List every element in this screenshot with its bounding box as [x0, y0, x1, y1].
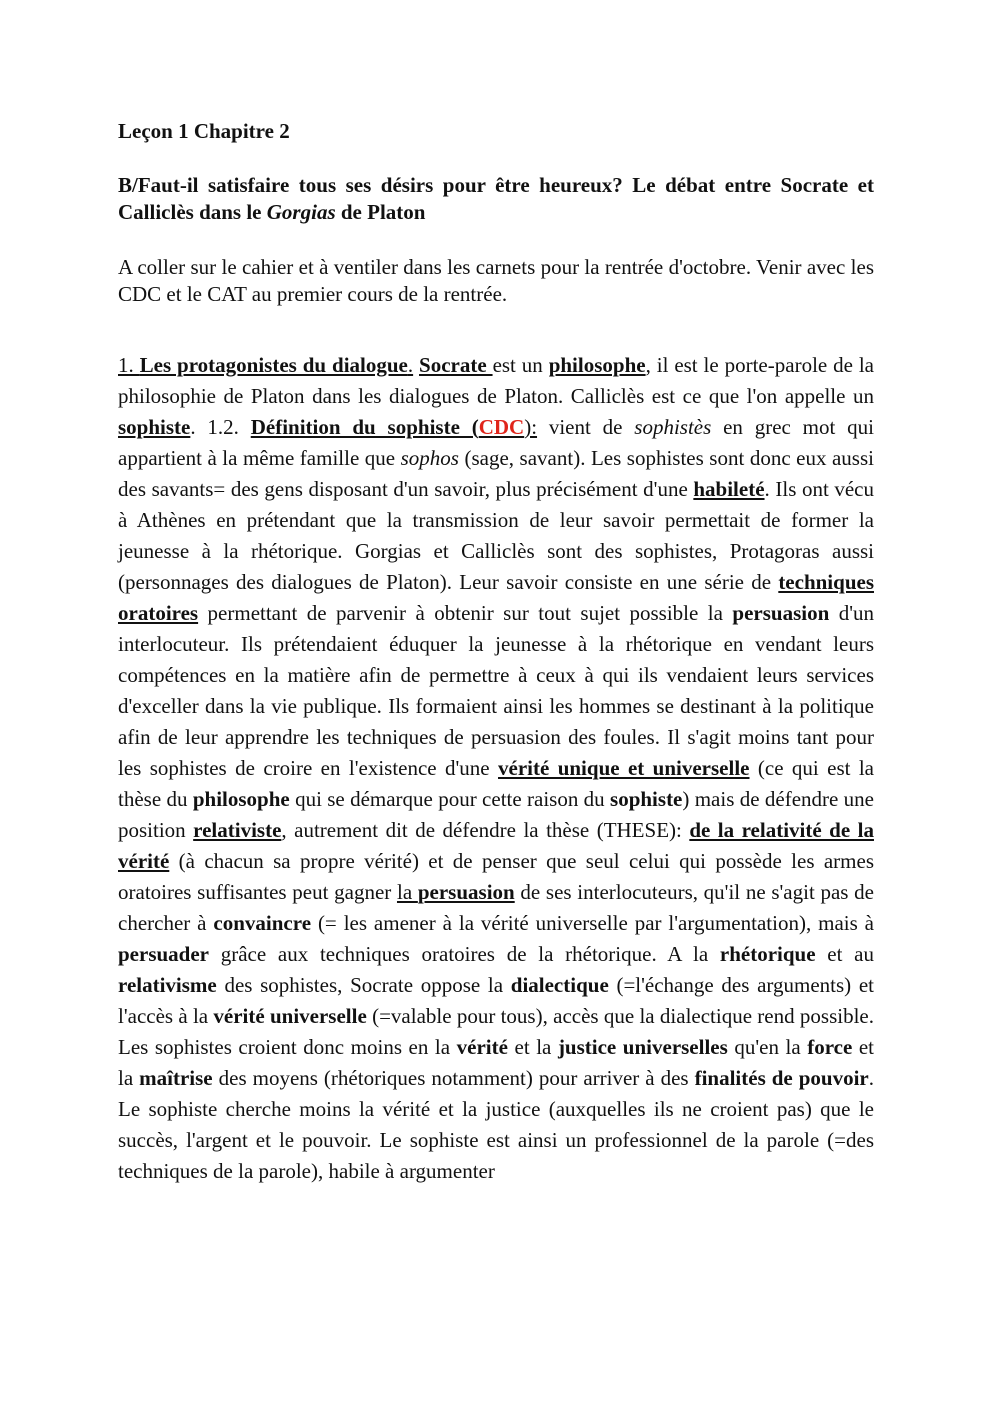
text-run: , il est le porte-parole de la philosophie de Platon dans les dialogues de Platon. Calliclès est ce que l'on appelle un [118, 353, 874, 408]
emphasized-term: sophos [400, 446, 459, 470]
emphasized-term: techniques oratoires [118, 570, 874, 625]
emphasized-term: rhétorique [719, 942, 816, 966]
text-run: permettant de parvenir à obtenir sur tout sujet possible la [198, 601, 733, 625]
emphasized-term: dialectique [510, 973, 609, 997]
emphasized-term: justice universelles [557, 1035, 728, 1059]
emphasized-term: relativiste [193, 818, 282, 842]
section-title-work-title: Gorgias [266, 200, 336, 224]
emphasized-term: sophistès [634, 415, 712, 439]
emphasized-term: la [396, 880, 418, 904]
section-title-part1: B/Faut-il satisfaire tous ses désirs pour être heureux? Le débat entre Socrate et Calliclès dans le [118, 173, 874, 224]
text-run: et au [815, 942, 875, 966]
text-run: . 1.2. [190, 415, 251, 439]
body-paragraph [118, 350, 874, 1187]
emphasized-term: ): [524, 415, 538, 439]
emphasized-term: sophiste [610, 787, 683, 811]
emphasized-term: force [807, 1035, 853, 1059]
text-run: qu'en la [727, 1035, 808, 1059]
text-run: des sophistes, Socrate oppose la [216, 973, 511, 997]
text-run: . Le sophiste cherche moins la vérité et la justice (auxquelles ils ne croient pas) que le succès, l'argent et le pouvoir. Le sophiste est ainsi un professionnel de la parole (=des techniques de la parole), habile à argumenter [118, 1066, 874, 1183]
text-run: (= les amener à la vérité universelle par l'argumentation), mais à [311, 911, 875, 935]
emphasized-term: Définition du sophiste ( [250, 415, 479, 439]
text-run: , autrement dit de défendre la thèse (THESE): [281, 818, 690, 842]
emphasized-term: vérité unique et universelle [498, 756, 750, 780]
instructions-paragraph: A coller sur le cahier et à ventiler dans les carnets pour la rentrée d'octobre. Venir avec les CDC et le CAT au premier cours de la rentrée. [118, 255, 874, 306]
section-title-part2: de Platon [335, 200, 426, 224]
emphasized-term: 1. [118, 353, 140, 377]
emphasized-term: sophiste [118, 415, 191, 439]
emphasized-term: . [407, 353, 414, 377]
emphasized-term: persuasion [417, 880, 515, 904]
text-run: d'un interlocuteur. Ils prétendaient éduquer la jeunesse à la rhétorique en vendant leurs compétences en la matière afin de permettre à ceux à qui ils vendaient leurs services d'exceller dans la vie publique. Ils formaient ainsi les hommes se destinant à la politique afin de leur apprendre les techniques de persuasion des foules. Il s'agit moins tant pour les sophistes de croire en l'existence d'une [118, 601, 874, 780]
text-run: (=l'échange des arguments) et l'accès à la [118, 973, 874, 1028]
emphasized-term: Les protagonistes du dialogue [139, 353, 408, 377]
emphasized-term: vérité [456, 1035, 508, 1059]
text-run: (sage, savant). Les sophistes sont donc eux aussi des savants= des gens disposant d'un savoir, plus précisément d'une [118, 446, 874, 501]
text-run: (ce qui est la thèse du [118, 756, 874, 811]
emphasized-term: relativisme [118, 973, 217, 997]
text-run: qui se démarque pour cette raison du [289, 787, 611, 811]
emphasized-term: CDC [478, 415, 525, 439]
emphasized-term: convaincre [213, 911, 312, 935]
emphasized-term: habileté [693, 477, 765, 501]
text-run: et la [507, 1035, 558, 1059]
emphasized-term: finalités de pouvoir [694, 1066, 869, 1090]
lesson-title: Leçon 1 Chapitre 2 [118, 119, 290, 143]
text-run: est un [492, 353, 549, 377]
text-run: (à chacun sa propre vérité) et de penser que seul celui qui possède les armes oratoires suffisantes peut gagner [118, 849, 874, 904]
text-run: . Ils ont vécu à Athènes en prétendant que la transmission de leur savoir permettait de former la jeunesse à la rhétorique. Gorgias et Calliclès sont des sophistes, Protagoras aussi (personnages des dialogues de Platon). Leur savoir consiste en une série de [118, 477, 874, 594]
emphasized-term: de la relativité de la vérité [118, 818, 874, 873]
text-run: de ses interlocuteurs, qu'il ne s'agit pas de chercher à [118, 880, 874, 935]
text-run: grâce aux techniques oratoires de la rhétorique. A la [209, 942, 720, 966]
emphasized-term: maîtrise [139, 1066, 213, 1090]
emphasized-term: persuasion [732, 601, 830, 625]
text-run: vient de [537, 415, 635, 439]
emphasized-term: vérité universelle [213, 1004, 367, 1028]
emphasized-term: Socrate [419, 353, 493, 377]
text-run: en grec mot qui appartient à la même famille que [118, 415, 874, 470]
text-run: ) mais de défendre une position [118, 787, 874, 842]
emphasized-term: philosophe [192, 787, 290, 811]
text-run: et la [118, 1035, 875, 1090]
emphasized-term: philosophe [548, 353, 646, 377]
emphasized-term: persuader [118, 942, 209, 966]
section-title [118, 172, 874, 226]
text-run: des moyens (rhétoriques notamment) pour arriver à des [212, 1066, 695, 1090]
text-run: (=valable pour tous), accès que la dialectique rend possible. Les sophistes croient donc moins en la [118, 1004, 874, 1059]
